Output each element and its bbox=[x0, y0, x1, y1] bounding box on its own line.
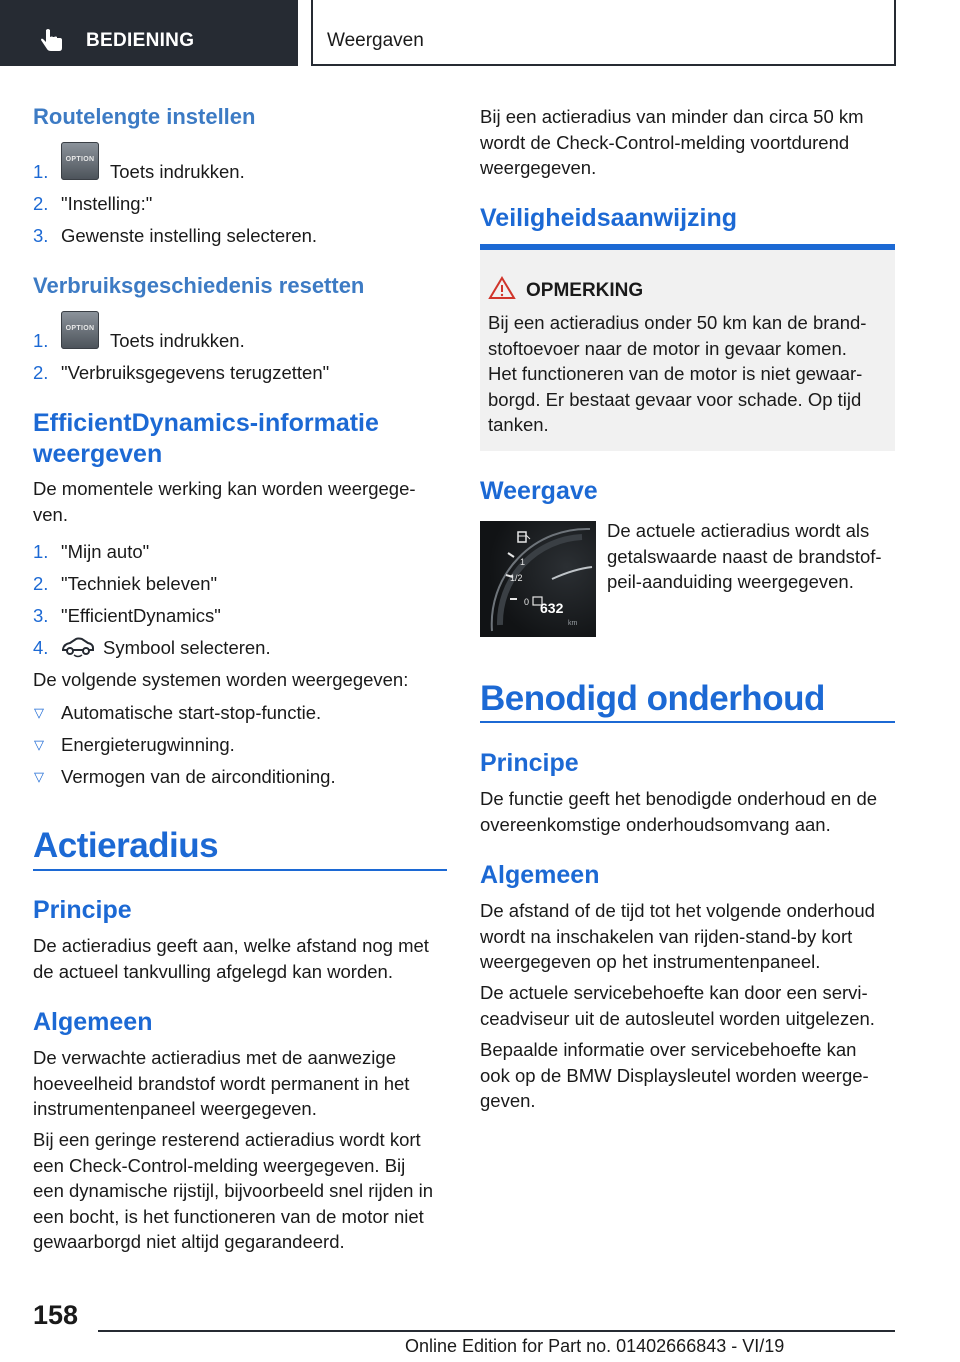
gauge-zero-label: 0 bbox=[524, 597, 530, 607]
chapter-header bbox=[311, 0, 896, 66]
step-text: "Mijn auto" bbox=[61, 541, 150, 562]
bullet-triangle-icon: ▽ bbox=[34, 737, 44, 752]
step-text: Symbool selecteren. bbox=[103, 637, 271, 658]
option-button-icon: OPTION bbox=[61, 142, 99, 180]
chapter-label: Weergaven bbox=[327, 30, 424, 51]
step-text: "Instelling:" bbox=[61, 193, 153, 214]
heading-rule bbox=[480, 721, 895, 723]
section-tab bbox=[0, 0, 298, 66]
routelengte-heading: Routelengte instellen bbox=[33, 104, 256, 129]
systems-intro: De volgende systemen worden weergegeven: bbox=[33, 669, 409, 690]
footer-edition: Online Edition for Part no. 01402666843 - VI/19 bbox=[405, 1336, 785, 1356]
fuel-gauge-image bbox=[480, 521, 596, 637]
onderhoud-display-text: Bepaalde informatie over servicebehoefte kan ook op de BMW Displaysleutel worden weerge- geven. bbox=[480, 1039, 869, 1111]
step-number: 3. bbox=[33, 225, 49, 246]
onderhoud-algemeen-heading: Algemeen bbox=[480, 861, 600, 889]
actieradius-heading: Actieradius bbox=[33, 826, 219, 865]
section-label: BEDIENING bbox=[86, 30, 195, 51]
step-text: "EfficientDynamics" bbox=[61, 605, 221, 626]
veiligheid-heading: Veiligheidsaanwijzing bbox=[480, 204, 738, 232]
gauge-unit: km bbox=[568, 620, 578, 627]
step-number: 2. bbox=[33, 573, 49, 594]
car-symbol-icon bbox=[60, 636, 96, 658]
step-number: 4. bbox=[33, 637, 49, 658]
bullet-triangle-icon: ▽ bbox=[34, 705, 44, 720]
onderhoud-principe-heading: Principe bbox=[480, 749, 579, 777]
gauge-half-label: 1/2 bbox=[510, 573, 523, 583]
onderhoud-service-text: De actuele servicebehoefte kan door een servi- ceadviseur uit de autosleutel worden uitgelezen. bbox=[480, 982, 875, 1029]
fuel-gauge-graphic bbox=[480, 521, 596, 637]
warning-note bbox=[480, 244, 895, 451]
step-text: Gewenste instelling selecteren. bbox=[61, 225, 318, 246]
step-number: 2. bbox=[33, 193, 49, 214]
step-number: 2. bbox=[33, 362, 49, 383]
verbruik-heading: Verbruiksgeschiedenis resetten bbox=[33, 273, 365, 298]
right-intro: Bij een actieradius van minder dan circa 50 km wordt de Check-Control-melding voortdurend weergegeven. bbox=[480, 106, 864, 178]
note-title: OPMERKING bbox=[526, 280, 644, 301]
warning-triangle-icon bbox=[488, 276, 516, 300]
footer-rule bbox=[98, 1330, 895, 1332]
algemeen-heading: Algemeen bbox=[33, 1008, 153, 1036]
bullet-text: Energieterugwinning. bbox=[61, 734, 235, 755]
gauge-one-label: 1 bbox=[520, 557, 526, 567]
onderhoud-principe-text: De functie geeft het benodigde onderhoud en de overeenkomstige onderhoudsomvang aan. bbox=[480, 788, 878, 835]
onderhoud-algemeen-text: De afstand of de tijd tot het volgende onderhoud wordt na inschakelen van rijden-stand-by kort weergegeven op het instrumentenpaneel. bbox=[480, 900, 875, 972]
efficient-heading: EfficientDynamics-informatie weergeven bbox=[33, 409, 379, 468]
bullet-text: Automatische start-stop-functie. bbox=[61, 702, 322, 723]
efficient-intro: De momentele werking kan worden weergege- ven. bbox=[33, 478, 416, 525]
step-text: Toets indrukken. bbox=[110, 330, 245, 351]
step-number: 1. bbox=[33, 161, 49, 182]
step-number: 3. bbox=[33, 605, 49, 626]
bullet-triangle-icon: ▽ bbox=[34, 769, 44, 784]
principe-text: De actieradius geeft aan, welke afstand nog met de actueel tankvulling afgelegd kan worden. bbox=[33, 935, 429, 982]
weergave-text: De actuele actieradius wordt als getalswaarde naast de brandstof- peil-aanduiding weergegeven. bbox=[607, 520, 882, 592]
option-button-icon: OPTION bbox=[61, 311, 99, 349]
heading-rule bbox=[33, 869, 447, 871]
bullet-text: Vermogen van de airconditioning. bbox=[61, 766, 336, 787]
step-text: "Verbruiksgegevens terugzetten" bbox=[61, 362, 330, 383]
hand-pointer-icon bbox=[40, 28, 66, 52]
principe-heading: Principe bbox=[33, 896, 132, 924]
step-text: Toets indrukken. bbox=[110, 161, 245, 182]
note-body: Bij een actieradius onder 50 km kan de brand- stoftoevoer naar de motor in gevaar komen. Het functioneren van de motor is niet gewaar- borgd. Er bestaat gevaar voor schade. Op tijd tanken. bbox=[488, 312, 867, 435]
step-number: 1. bbox=[33, 541, 49, 562]
step-number: 1. bbox=[33, 330, 49, 351]
step-text: "Techniek beleven" bbox=[61, 573, 218, 594]
algemeen-text: De verwachte actieradius met de aanwezige hoeveelheid brandstof wordt permanent in het instrumentenpaneel weergegeven. bbox=[33, 1047, 410, 1119]
onderhoud-heading: Benodigd onderhoud bbox=[480, 679, 825, 718]
gauge-reading: 632 bbox=[540, 600, 564, 616]
page-number: 158 bbox=[33, 1300, 79, 1330]
geringe-text: Bij een geringe resterend actieradius wordt kort een Check-Control-melding weergegeven. Bij een dynamische rijstijl, bijvoorbeeld snel rijden in een bocht, is het functioneren van de motor niet gewaarborgd niet altijd gegarandeerd. bbox=[33, 1129, 434, 1252]
weergave-heading: Weergave bbox=[480, 477, 598, 505]
